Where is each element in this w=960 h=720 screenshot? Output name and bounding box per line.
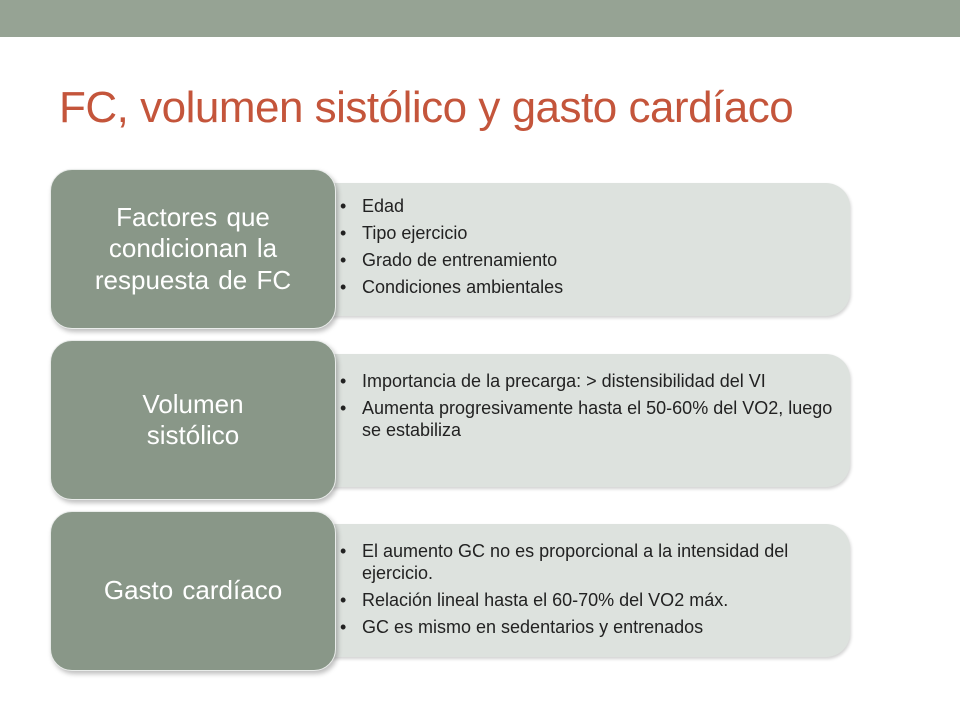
top-accent-bar — [0, 0, 960, 37]
bullet-item: • GC es mismo en sedentarios y entrenados — [340, 617, 820, 639]
bullet-item: • Condiciones ambientales — [340, 277, 960, 299]
section-2-bullets — [340, 371, 848, 447]
section-1-label: Factores que condicionan la respuesta de FC — [94, 202, 292, 295]
slide-title: FC, volumen sistólico y gasto cardíaco — [59, 83, 794, 132]
section-1-bullets — [340, 196, 960, 304]
bullet-item: • Edad — [340, 196, 960, 218]
section-2-label-box — [50, 340, 336, 500]
bullet-item: • Tipo ejercicio — [340, 223, 960, 245]
section-1-label-box — [50, 169, 336, 329]
bullet-item: • Importancia de la precarga: > distensibilidad del VI — [340, 371, 848, 393]
section-3-label: Gasto cardíaco — [103, 575, 283, 606]
bullet-item: • Grado de entrenamiento — [340, 250, 960, 272]
bullet-item: • Relación lineal hasta el 60-70% del VO2 máx. — [340, 590, 820, 612]
bullet-item: • El aumento GC no es proporcional a la intensidad del ejercicio. — [340, 541, 820, 585]
bullet-item: • Aumenta progresivamente hasta el 50-60% del VO2, luego se estabiliza — [340, 398, 848, 442]
section-3-label-box — [50, 511, 336, 671]
section-3-bullets — [340, 541, 820, 644]
section-2-label: Volumen sistólico — [142, 388, 244, 450]
